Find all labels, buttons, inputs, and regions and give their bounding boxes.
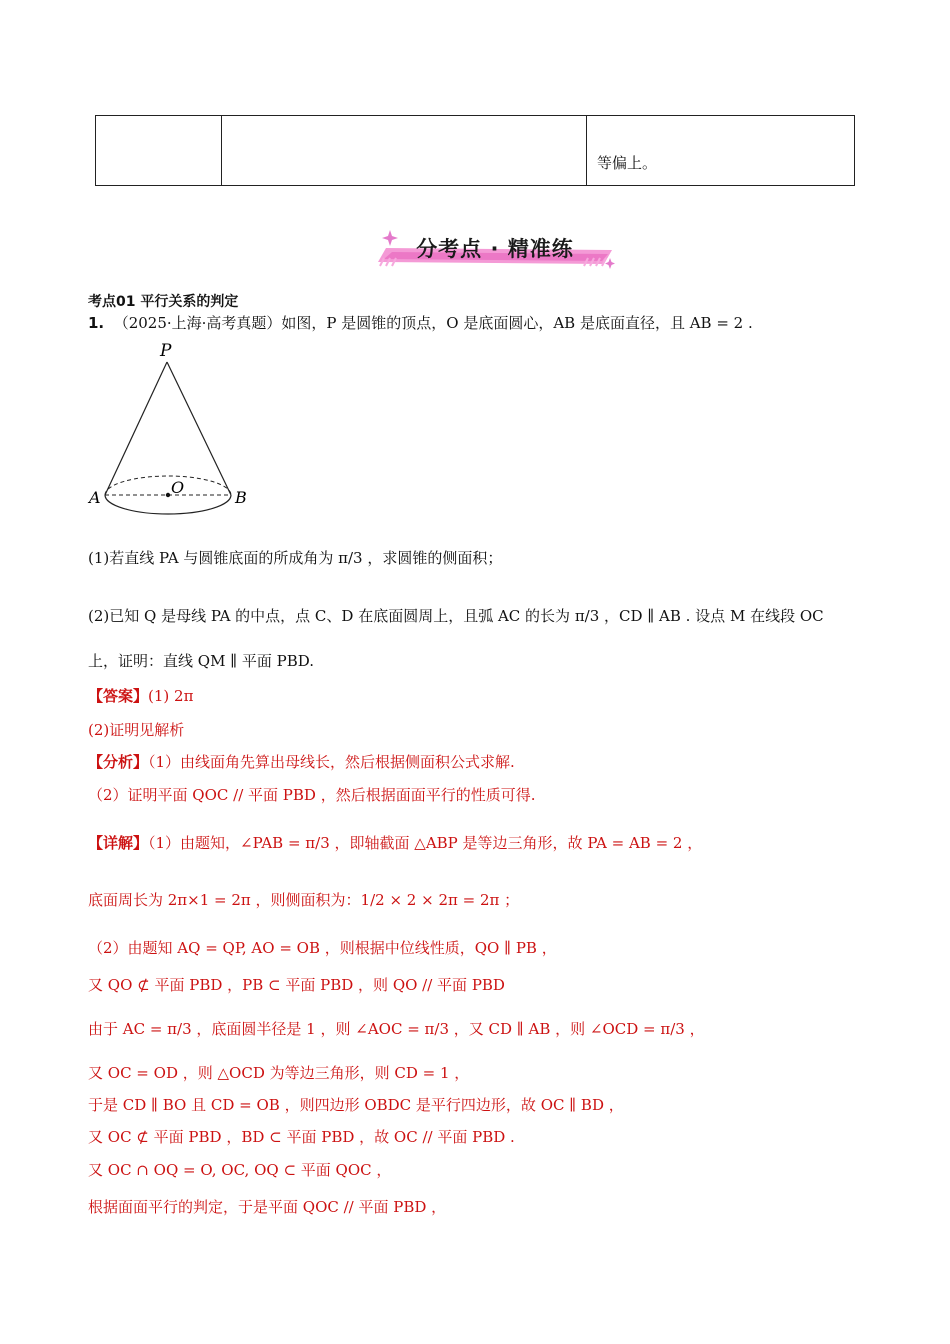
question-1: (1)若直线 PA 与圆锥底面的所成角为 π/3 ，求圆锥的侧面积；	[88, 549, 503, 567]
detail-line-7: 于是 CD ∥ BO 且 CD = OB ，则四边形 OBDC 是平行四边形，故 OC ∥ BD ，	[88, 1096, 624, 1114]
label-b: B	[235, 488, 247, 507]
question-2-line-2: 上，证明：直线 QM ∥ 平面 PBD.	[88, 652, 315, 670]
detail-label: 【详解】	[88, 834, 149, 852]
table-row	[96, 116, 855, 186]
analysis-label: 【分析】	[88, 753, 149, 771]
problem-statement	[88, 313, 753, 333]
cone-figure	[85, 338, 255, 520]
detail-text-1: （1）由题知，∠PAB = π/3 ，即轴截面 △ABP 是等边三角形，故 PA = AB = 2 ，	[148, 834, 703, 852]
analysis-line-1	[88, 752, 515, 772]
detail-line-10: 根据面面平行的判定，于是平面 QOC // 平面 PBD ，	[88, 1198, 447, 1216]
detail-line-5: 由于 AC = π/3 ，底面圆半径是 1 ，则 ∠AOC = π/3 ，又 CD ∥ AB ，则 ∠OCD = π/3 ，	[88, 1020, 705, 1038]
table-cell	[96, 116, 222, 186]
banner-title: 分考点 · 精准练	[416, 237, 574, 261]
label-o: O	[171, 478, 185, 497]
table-cell	[222, 116, 587, 186]
problem-number: 1.	[88, 314, 105, 332]
answer-2: (2)证明见解析	[88, 721, 185, 739]
summary-table	[95, 115, 855, 186]
answer-line-1	[88, 686, 193, 706]
detail-line-2: 底面周长为 2π×1 = 2π ，则侧面积为：1/2 × 2 × 2π = 2π ；	[88, 891, 520, 909]
problem-text: 如图，P 是圆锥的顶点，O 是底面圆心，AB 是底面直径，且 AB = 2 .	[281, 314, 753, 332]
detail-line-3: （2）由题知 AQ = QP, AO = OB ，则根据中位线性质，QO ∥ PB ，	[88, 939, 557, 957]
label-p: P	[160, 341, 172, 361]
detail-line-6: 又 OC = OD ，则 △OCD 为等边三角形，则 CD = 1 ，	[88, 1064, 470, 1082]
detail-line-8: 又 OC ⊄ 平面 PBD ，BD ⊂ 平面 PBD ，故 OC // 平面 PBD .	[88, 1128, 515, 1146]
detail-line-1	[88, 833, 702, 853]
analysis-text-1: （1）由线面角先算出母线长，然后根据侧面积公式求解.	[148, 753, 515, 771]
answer-label: 【答案】	[88, 687, 149, 705]
detail-line-9: 又 OC ∩ OQ = O, OC, OQ ⊂ 平面 QOC ，	[88, 1161, 392, 1179]
section-heading: 考点01 平行关系的判定	[88, 294, 239, 310]
question-2-line-1: (2)已知 Q 是母线 PA 的中点，点 C、D 在底面圆周上，且弧 AC 的长为 π/3 ，CD ∥ AB . 设点 M 在线段 OC	[88, 607, 824, 625]
analysis-line-2: （2）证明平面 QOC // 平面 PBD ，然后根据面面平行的性质可得.	[88, 786, 536, 804]
detail-line-4: 又 QO ⊄ 平面 PBD ，PB ⊂ 平面 PBD ，则 QO // 平面 PBD	[88, 976, 505, 994]
label-a: A	[89, 488, 101, 507]
answer-1: (1) 2π	[148, 687, 194, 705]
problem-source: （2025·上海·高考真题）	[113, 314, 282, 332]
table-cell: 等偏上。	[587, 116, 855, 186]
section-banner	[372, 228, 618, 274]
